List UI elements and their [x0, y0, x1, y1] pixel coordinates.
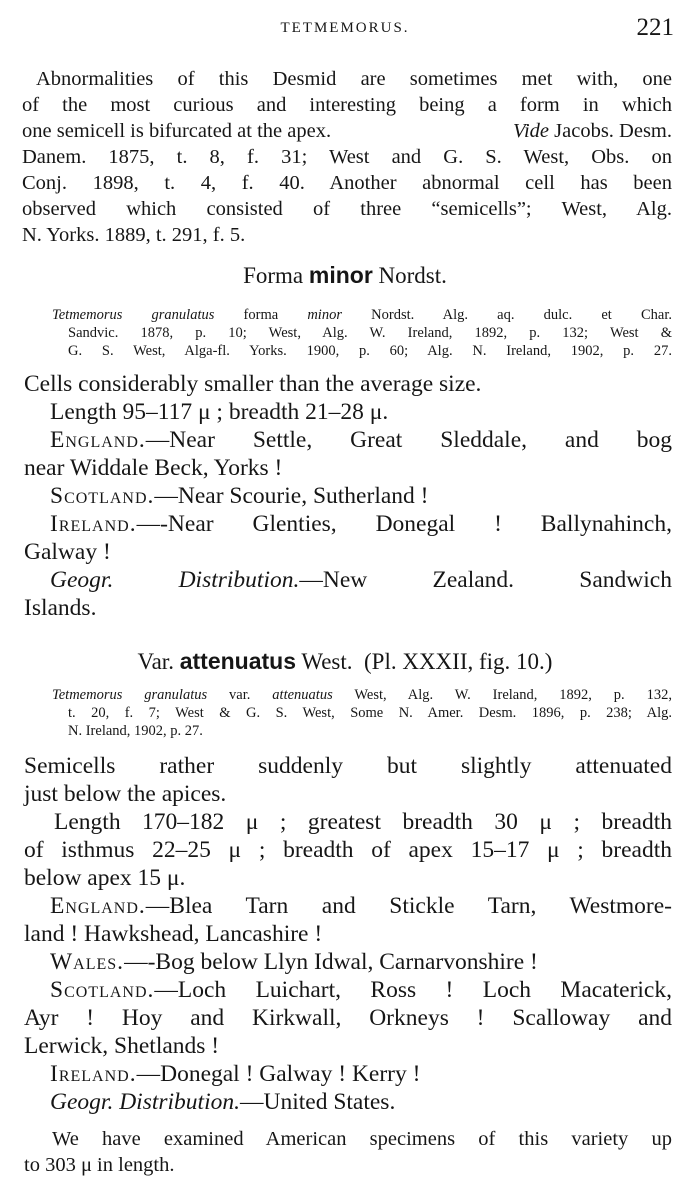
geogr-label: Geogr. Distribution.: [50, 1089, 240, 1115]
text-segment: one semicell is bifurcated at the apex.: [22, 120, 332, 142]
distribution-line: [50, 892, 672, 920]
size-line: Length 95–117 μ ; breadth 21–28 μ.: [50, 399, 389, 425]
text-segment: —Blea Tarn and Stickle Tarn, Westmore-: [145, 893, 672, 919]
reference-line: G. S. West, Alga-fl. Yorks. 1900, p. 60; Alg. N. Ireland, 1902, p. 27.: [68, 343, 672, 359]
text-segment: Jacobs. Desm.: [554, 120, 672, 142]
text-segment: —Donegal ! Galway ! Kerry !: [136, 1061, 421, 1087]
text-segment: —United States.: [239, 1089, 396, 1115]
text-line: Abnormalities of this Desmid are sometimes met with, one: [36, 68, 672, 90]
region-label: Ireland.: [50, 1061, 137, 1087]
heading-bold: minor: [308, 262, 373, 288]
distribution-line: [50, 426, 672, 454]
text-segment: —Near Scourie, Sutherland !: [154, 483, 429, 509]
text-segment: —Near Settle, Great Sleddale, and bog: [145, 427, 672, 453]
vide-word: Vide: [512, 120, 550, 142]
variety-name: attenuatus: [272, 687, 333, 703]
distribution-line: Islands.: [24, 595, 97, 621]
description-line: Semicells rather suddenly but slightly attenuated: [24, 753, 672, 779]
page-number: 221: [636, 14, 674, 41]
text-segment: forma: [214, 307, 308, 323]
distribution-line: near Widdale Beck, Yorks !: [24, 455, 283, 481]
region-label: Scotland.: [50, 483, 155, 509]
text-segment: —New Zealand. Sandwich: [299, 567, 672, 593]
reference-line: Sandvic. 1878, p. 10; West, Alg. W. Ireland, 1892, p. 132; West &: [68, 325, 672, 341]
text-line: N. Yorks. 1889, t. 291, f. 5.: [22, 224, 246, 246]
text-segment: [513, 118, 672, 144]
text-line: observed which consisted of three “semicells”; West, Alg.: [22, 198, 672, 220]
genus-name: Tetmemorus granulatus: [52, 687, 208, 703]
forma-minor-heading: [0, 262, 690, 289]
genus-name: Tetmemorus granulatus: [52, 307, 215, 323]
distribution-line: [50, 1088, 395, 1116]
size-line: of isthmus 22–25 μ ; breadth of apex 15–17 μ ; breadth: [24, 837, 672, 863]
size-line: Length 170–182 μ ; greatest breadth 30 μ ; breadth: [54, 809, 672, 835]
text-segment: —-Near Glenties, Donegal ! Ballynahinch,: [136, 511, 672, 537]
reference-line: [52, 686, 672, 704]
heading-text: Forma: [243, 263, 309, 288]
description-line: just below the apices.: [24, 781, 227, 807]
distribution-line: land ! Hawkshead, Lancashire !: [24, 921, 323, 947]
description-line: Cells considerably smaller than the average size.: [24, 371, 482, 397]
text-segment: West, Alg. W. Ireland, 1892, p. 132,: [332, 687, 672, 703]
region-label: England.: [50, 427, 146, 453]
note-line: We have examined American specimens of this variety up: [52, 1128, 672, 1150]
forma-name: minor: [307, 307, 342, 323]
text-line: Danem. 1875, t. 8, f. 31; West and G. S. West, Obs. on: [22, 146, 672, 168]
distribution-line: Galway !: [24, 539, 111, 565]
distribution-line: [50, 1060, 420, 1088]
reference-line: [52, 306, 672, 324]
distribution-line: [50, 510, 672, 538]
running-title: TETMEMORUS.: [280, 20, 410, 36]
heading-text: Var.: [137, 649, 180, 674]
distribution-line: [50, 482, 428, 510]
reference-line: N. Ireland, 1902, p. 27.: [68, 723, 203, 739]
note-line: to 303 μ in length.: [24, 1154, 175, 1176]
reference-line: t. 20, f. 7; West & G. S. West, Some N. Amer. Desm. 1896, p. 238; Alg.: [68, 705, 672, 721]
distribution-line: Lerwick, Shetlands !: [24, 1033, 220, 1059]
text-segment: —-Bog below Llyn Idwal, Carnarvonshire !: [124, 949, 538, 975]
text-segment: Nordst. Alg. aq. dulc. et Char.: [341, 307, 672, 323]
region-label: Wales.: [50, 949, 125, 975]
text-line: [22, 118, 672, 144]
text-segment: —Loch Luichart, Ross ! Loch Macaterick,: [154, 977, 672, 1003]
var-attenuatus-heading: [0, 648, 690, 675]
distribution-line: [50, 566, 672, 594]
geogr-label: Geogr. Distribution.: [50, 567, 300, 593]
distribution-line: [50, 976, 672, 1004]
region-label: England.: [50, 893, 146, 919]
region-label: Scotland.: [50, 977, 155, 1003]
region-label: Ireland.: [50, 511, 137, 537]
heading-text: Nordst.: [372, 263, 447, 288]
distribution-line: Ayr ! Hoy and Kirkwall, Orkneys ! Scalloway and: [24, 1005, 672, 1031]
distribution-line: [50, 948, 538, 976]
text-line: Conj. 1898, t. 4, f. 40. Another abnormal cell has been: [22, 172, 672, 194]
text-segment: var.: [207, 687, 273, 703]
heading-text: West. (Pl. XXXII, fig. 10.): [296, 649, 553, 674]
size-line: below apex 15 μ.: [24, 865, 186, 891]
text-line: of the most curious and interesting being a form in which: [22, 94, 672, 116]
heading-bold: attenuatus: [179, 648, 296, 674]
running-head: [0, 14, 690, 46]
